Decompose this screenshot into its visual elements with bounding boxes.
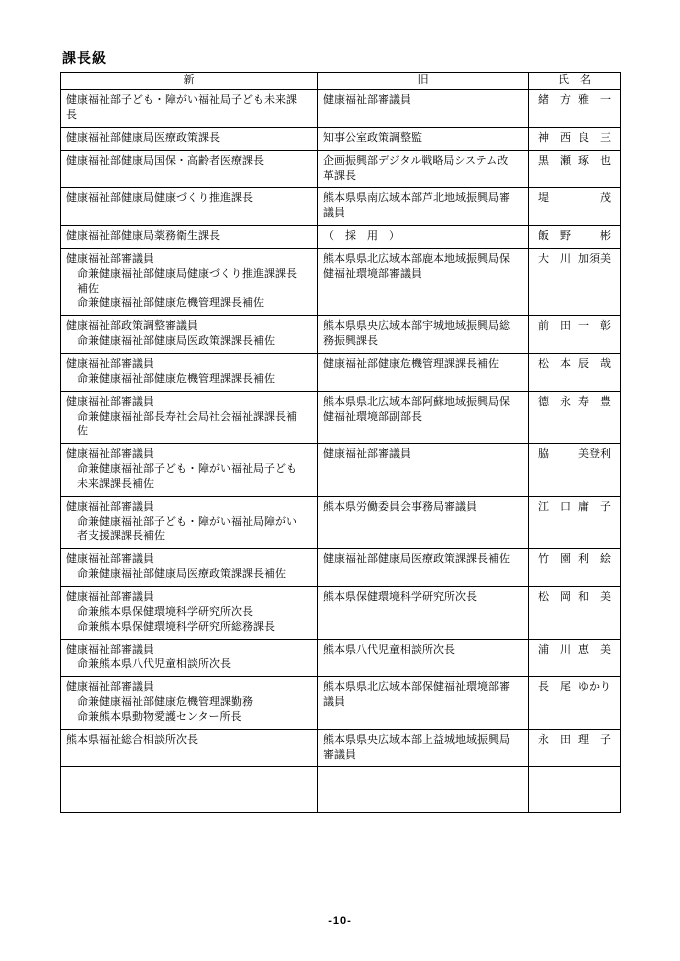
cell-old-post: 熊本県県北広域本部鹿本地域振興局保 健福祉環境部審議員	[318, 248, 529, 315]
person-given-name: 辰 哉	[578, 358, 611, 370]
person-given-name: 美登利	[578, 448, 611, 461]
table-row	[61, 677, 621, 730]
cell-person-name	[529, 729, 621, 767]
person-family-name: 脇	[538, 448, 549, 461]
column-header-name: 氏 名	[529, 73, 621, 90]
cell-old-post: 健康福祉部審議員	[318, 90, 529, 128]
cell-person-name	[529, 586, 621, 639]
cell-new-post: 健康福祉部審議員 命兼健康福祉部子ども・障がい福祉局子ども 未来課課長補佐	[61, 444, 318, 497]
person-given-name: 寿 豊	[578, 395, 611, 408]
cell-old-post: 熊本県県南広域本部芦北地域振興局審 議員	[318, 188, 529, 226]
cell-old-post: 熊本県八代児童相談所次長	[318, 639, 529, 677]
cell-new-post: 健康福祉部審議員 命兼健康福祉部健康局健康づくり推進課課長 補佐 命兼健康福祉部健康危機管理課長補佐	[61, 248, 318, 315]
cell-new-post: 健康福祉部健康局国保・高齢者医療課長	[61, 150, 318, 188]
cell-old-post: 企画振興部デジタル戦略局システム改 革課長	[318, 150, 529, 188]
cell-person-name	[529, 248, 621, 315]
cell-person-name	[529, 90, 621, 128]
table-row	[61, 444, 621, 497]
person-family-name: 德 永	[538, 395, 571, 408]
table-row	[61, 391, 621, 444]
cell-person-name	[529, 391, 621, 444]
cell-person-name	[529, 549, 621, 587]
person-family-name: 永 田	[538, 733, 571, 746]
person-family-name: 前 田	[538, 320, 571, 333]
person-given-name: 加須美	[578, 252, 611, 265]
table-row	[61, 248, 621, 315]
cell-old-post: 熊本県労働委員会事務局審議員	[318, 496, 529, 549]
person-given-name: 良 三	[578, 131, 611, 144]
cell-new-post: 健康福祉部政策調整審議員 命兼健康福祉部健康局医政策課課長補佐	[61, 316, 318, 354]
table-row	[61, 767, 621, 813]
person-given-name: 一 彰	[578, 320, 611, 333]
cell-person-name	[529, 496, 621, 549]
cell-new-post: 健康福祉部健康局薬務衛生課長	[61, 226, 318, 249]
cell-person-name	[529, 188, 621, 226]
person-family-name: 神 西	[538, 131, 571, 144]
person-given-name: ゆかり	[578, 681, 611, 694]
table-row	[61, 354, 621, 392]
cell-new-post: 健康福祉部健康局医療政策課長	[61, 127, 318, 150]
cell-new-post: 健康福祉部審議員 命兼健康福祉部健康局医療政策課課長補佐	[61, 549, 318, 587]
table-row	[61, 127, 621, 150]
person-given-name: 理 子	[578, 733, 611, 746]
cell-person-name	[529, 639, 621, 677]
cell-old-post: 知事公室政策調整監	[318, 127, 529, 150]
cell-old-post: （ 採 用 ）	[318, 226, 529, 249]
table-row	[61, 729, 621, 767]
cell-new-post: 健康福祉部審議員 命兼健康福祉部子ども・障がい福祉局障がい 者支援課課長補佐	[61, 496, 318, 549]
table-body	[61, 90, 621, 813]
cell-person-name	[529, 226, 621, 249]
cell-old-post: 健康福祉部健康危機管理課課長補佐	[318, 354, 529, 392]
table-row	[61, 226, 621, 249]
person-given-name: 利 絵	[578, 553, 611, 566]
person-family-name: 飯 野	[538, 230, 571, 243]
cell-old-post	[318, 767, 529, 813]
cell-new-post: 熊本県福祉総合相談所次長	[61, 729, 318, 767]
person-family-name: 緒 方	[538, 94, 571, 107]
cell-person-name	[529, 150, 621, 188]
person-given-name: 庸 子	[578, 500, 611, 513]
person-given-name: 彬	[600, 230, 611, 243]
person-family-name: 大 川	[538, 252, 571, 265]
personnel-table	[60, 72, 621, 813]
cell-person-name	[529, 444, 621, 497]
page-number: -10-	[328, 915, 352, 927]
table-row	[61, 549, 621, 587]
person-given-name: 和 美	[578, 590, 611, 603]
cell-new-post: 健康福祉部健康局健康づくり推進課長	[61, 188, 318, 226]
cell-new-post: 健康福祉部子ども・障がい福祉局子ども未来課 長	[61, 90, 318, 128]
person-family-name: 松 本	[538, 358, 571, 370]
cell-new-post	[61, 767, 318, 813]
column-header-old: 旧	[318, 73, 529, 90]
table-header	[61, 73, 621, 90]
person-family-name: 江 口	[538, 500, 571, 513]
cell-old-post: 熊本県県央広域本部上益城地域振興局 審議員	[318, 729, 529, 767]
cell-old-post: 熊本県保健環境科学研究所次長	[318, 586, 529, 639]
cell-old-post: 熊本県県北広域本部阿蘇地域振興局保 健福祉環境部副部長	[318, 391, 529, 444]
person-given-name: 琢 也	[578, 154, 611, 167]
cell-new-post: 健康福祉部審議員 命兼熊本県保健環境科学研究所次長 命兼熊本県保健環境科学研究所総務課長	[61, 586, 318, 639]
person-family-name: 浦 川	[538, 643, 571, 656]
cell-old-post: 熊本県県央広域本部宇城地域振興局総 務振興課長	[318, 316, 529, 354]
cell-new-post: 健康福祉部審議員 命兼熊本県八代児童相談所次長	[61, 639, 318, 677]
cell-person-name	[529, 354, 621, 392]
column-header-new: 新	[61, 73, 318, 90]
cell-person-name	[529, 677, 621, 730]
person-family-name: 黒 瀬	[538, 154, 571, 167]
person-given-name: 茂	[600, 192, 611, 205]
table-row	[61, 586, 621, 639]
person-given-name: 雅 一	[578, 94, 611, 107]
person-family-name: 堤	[538, 192, 549, 205]
table-row	[61, 316, 621, 354]
cell-person-name	[529, 316, 621, 354]
table-row	[61, 496, 621, 549]
table-header-row	[61, 73, 621, 90]
person-given-name: 恵 美	[578, 643, 611, 656]
cell-new-post: 健康福祉部審議員 命兼健康福祉部健康危機管理課勤務 命兼熊本県動物愛護センター所長	[61, 677, 318, 730]
cell-old-post: 熊本県県北広域本部保健福祉環境部審 議員	[318, 677, 529, 730]
cell-old-post: 健康福祉部健康局医療政策課課長補佐	[318, 549, 529, 587]
person-family-name: 長 尾	[538, 681, 571, 694]
table-row	[61, 188, 621, 226]
cell-person-name	[529, 767, 621, 813]
cell-old-post: 健康福祉部審議員	[318, 444, 529, 497]
page-title: 課長級	[62, 50, 107, 66]
table-row	[61, 639, 621, 677]
table-row	[61, 90, 621, 128]
person-family-name: 竹 園	[538, 553, 571, 566]
cell-new-post: 健康福祉部審議員 命兼健康福祉部健康危機管理課課長補佐	[61, 354, 318, 392]
cell-new-post: 健康福祉部審議員 命兼健康福祉部長寿社会局社会福祉課課長補 佐	[61, 391, 318, 444]
cell-person-name	[529, 127, 621, 150]
table-row	[61, 150, 621, 188]
person-family-name: 松 岡	[538, 590, 571, 603]
